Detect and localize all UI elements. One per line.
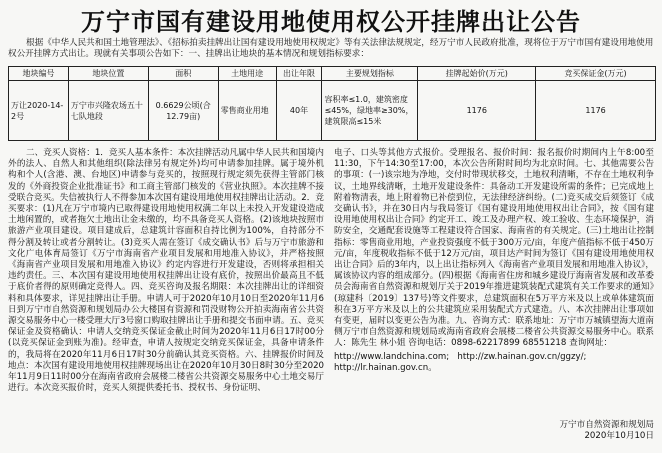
url-line — [334, 363, 654, 374]
cell-use: 零售商业用地 — [218, 81, 276, 141]
signature-org: 万宁市自然资源和规划局 — [559, 420, 654, 430]
header-area: 面积 — [148, 67, 218, 81]
header-deposit: 竞买保证金(万元) — [536, 67, 656, 81]
header-id: 地块编号 — [9, 67, 69, 81]
cell-id: 万让2020-14-2号 — [9, 81, 69, 141]
table-row — [9, 81, 656, 141]
url-link[interactable]: http://lr.hainan.gov.cn。 — [334, 362, 437, 373]
header-start-price: 挂牌起始价(万元) — [418, 67, 536, 81]
cell-indicators: 容积率≤1.0，建筑密度≤45%，绿地率≥30%，建筑限高≤15米 — [322, 81, 418, 141]
cell-years: 40年 — [276, 81, 322, 141]
intro-paragraph: 根据《中华人民共和国土地管理法》、《招标拍卖挂牌出让国有建设用地使用权规定》等有关法律法规规定，经万宁市人民政府批准，现将位于万宁市国有建设用地使用权公开挂牌方式出让。现就有关事项公告如下：一、挂牌出让地块的基本情况和规划指标要求： — [8, 38, 654, 59]
page-title: 万宁市国有建设用地使用权公开挂牌出让公告 — [81, 7, 581, 36]
land-table — [8, 66, 656, 141]
header-indicators: 主要规划指标 — [322, 67, 418, 81]
url-link[interactable]: http://zw.hainan.gov.cn/ggzy/; — [457, 351, 587, 362]
header-location: 地块位置 — [68, 67, 148, 81]
right-column — [334, 148, 654, 374]
left-column-text: 二、竞买人资格：1．竞买人基本条件：本次挂牌活动凡属中华人民共和国境内外的法人、自然人和其他组织(除法律另有规定外)均可申请参加挂牌。属于境外机构和个人(含港、澳、台地区)申请参与竞买的，按照现行规定须先获得主管部门核发的《外商投资企业批准证书》和工商主管部门核发的《营业执照》。本次挂牌不接受联合竞买。失信被执行人不得参加本次国有建设用地使用权挂牌出让活动。2．竞买要求：(1)凡在万宁市境内已取得建设用地使用权满二年以上未投入开发建设造成土地闲置的，或者拖欠土地出让金未缴的，均不具备竞买人资格。(2)该地块按照市旅游产业项目建设。项目建成后，总建筑计容面积自持比例为100%，自持部分不得分割及转让或者分割转让。(3)竞买人需在签订《成交确认书》后与万宁市旅游和文化广电体育局签订《万宁市海南省产业项目发展和用地准入协议》，并严格按照《海南省产业项目发展和用地准入协议》约定内容进行开发建设，否则将承担相关违约责任。三、本次国有建设用地使用权挂牌出让设有底价，按照出价最高且不低于底价者得的原则确定竞得人。四、竞买咨询及报名期限：本次挂牌出让的详细资料和具体要求，详见挂牌出让手册。申请人可于2020年10月10日至2020年11月6日到万宁市自然资源和规划局办公大楼国有资源和罚没财物公开拍卖海南省公共资源交易服务中心一楼受理大厅3号窗口购取挂牌出让手册和提交书面申请。五、竞买保证金及资格确认：申请人交纳竞买保证金截止时间为2020年11月6日17时00分(以竞买保证金到账为准)。经审查，申请人按规定交纳竞买保证金，具备申请条件的，我局将在2020年11月6日17时30分前确认其竞买资格。六、挂牌报价时间及地点：本次国有建设用地使用权挂牌现场出让在2020年10月30日8时30分至2020年11月9日11时00分在海南省政府会展楼二楼省公共资源交易服务中心土地交易厅进行。本次竞买报价时，竞买人须提供委托书、授权书、身份证明、 — [8, 148, 324, 394]
right-column-text: 电子、口头等其他方式报价。受理报名、报价时间：报名报价时期间内上午8:00至11:30，下午14:30至17:00，本次公告所附时间均为北京时间。七、其他需要公告的事项：(一)该宗地为净地，交付时带现状移交，土地权利清晰，不存在土地权利争议，土地界线清晰，土地开发建设条件：具备动工开发建设所需的条件；已完成地上附着物清表，地上附着物已补偿到位，无法律经济纠纷。(二)竞买成交后须签订《成交确认书》，并在30日内与我局签订《国有建设用地使用权出让合同》，按《国有建设用地使用权出让合同》约定开工、竣工及办理产权、竣工验收、生态环境保护，消防安全，交通配套设施等工程建设符合国家、海南省的有关规定。(三)土地出让控制指标：零售商业用地，产业投资强度不低于300万元/亩，年度产值指标不低于450万元/亩，年度税收指标不低于12万元/亩，项目达产时间为签订《国有建设用地使用权出让合同》后的3年内，以上出让指标列入《海南省产业项目发展和用地准入协议》，属该协议内容的组成部分。(四)根据《海南省住房和城乡建设厅海南省发展和改革委员会海南省自然资源和规划厅关于2019年推进建筑装配式建筑有关工作要求的通知》(琼建科〔2019〕137号)等文件要求，总建筑面积在5万平方米及以上或单体建筑面积在3万平方米及以上的公共建筑应采用装配式方式建造。八、本次挂牌出让事项如有变更，届时以变更公告为准。九、咨询方式：联系地址：万宁市万城镇望海大道南侧万宁市自然资源和规划局或海南省政府会展楼二楼省公共资源交易服务中心。联系人：陈先生 林小姐 咨询电话：0898-62217899 68551218 查询网址： — [334, 148, 654, 349]
cell-deposit: 1176 — [536, 81, 656, 141]
cell-area: 0.6629公顷(合12.79亩) — [148, 81, 218, 141]
url-line — [334, 352, 654, 363]
left-column — [8, 148, 324, 394]
header-use: 土地用途 — [218, 67, 276, 81]
cell-start-price: 1176 — [418, 81, 536, 141]
cell-location: 万宁市兴隆农场五十七队地段 — [68, 81, 148, 141]
table-header-row — [9, 67, 656, 81]
header-years: 出让年限 — [276, 67, 322, 81]
url-link[interactable]: http://www.landchina.com; — [334, 351, 450, 362]
signature-date: 2020年10月10日 — [584, 431, 654, 441]
signature-block — [559, 420, 654, 442]
